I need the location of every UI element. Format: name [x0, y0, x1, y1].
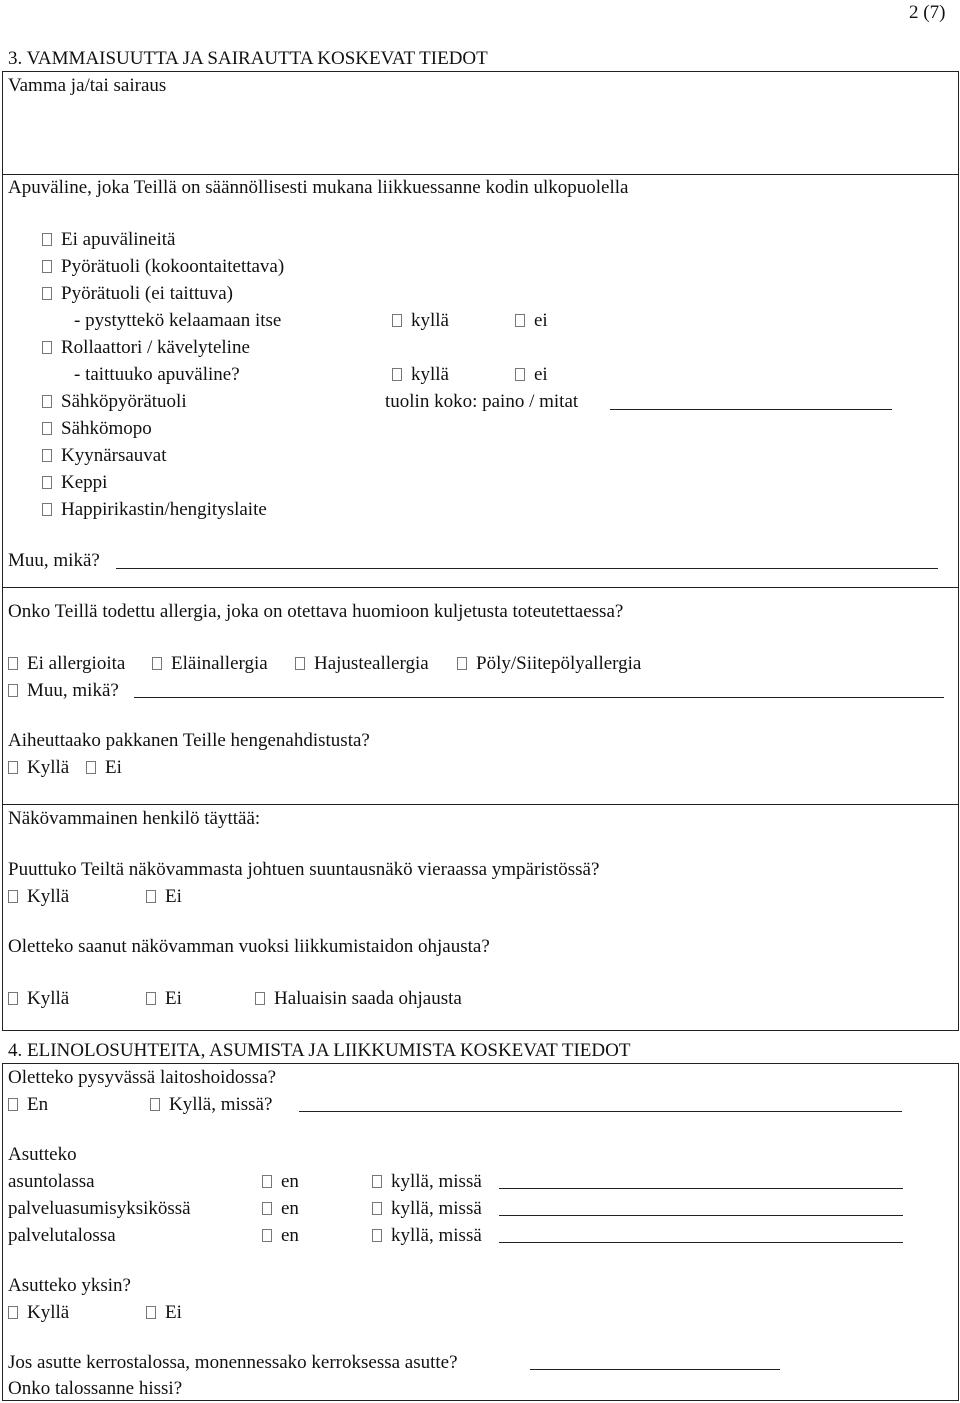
- checkbox-icon[interactable]: [262, 1229, 272, 1242]
- training-yes-label: Kyllä: [27, 988, 70, 1009]
- housing-where-field[interactable]: [499, 1215, 903, 1216]
- checkbox-icon[interactable]: [8, 992, 18, 1005]
- elevator-question: Onko talossanne hissi?: [8, 1378, 183, 1399]
- fold-no-option[interactable]: [515, 364, 548, 386]
- aid-wheelchair-rigid-label: Pyörätuoli (ei taittuva): [61, 283, 234, 304]
- housing-yes-label: kyllä, missä: [391, 1171, 482, 1192]
- alone-yes-option[interactable]: [8, 1302, 69, 1324]
- frost-question: Aiheuttaako pakkanen Teille hengenahdistusta?: [8, 730, 370, 751]
- aid-power-wheelchair-label: Sähköpyörätuoli: [61, 391, 187, 412]
- checkbox-icon[interactable]: [86, 761, 96, 774]
- allergy-perfume-option[interactable]: [295, 653, 429, 675]
- aid-none-label: Ei apuvälineitä: [61, 229, 176, 250]
- checkbox-icon[interactable]: [515, 314, 525, 327]
- floor-question: Jos asutte kerrostalossa, monennessako kerroksessa asutte?: [8, 1352, 458, 1373]
- aid-power-wheelchair-option[interactable]: [42, 391, 187, 413]
- allergy-dust-option[interactable]: [457, 653, 641, 675]
- aid-scooter-option[interactable]: [42, 418, 152, 440]
- other-aid-field[interactable]: [116, 568, 938, 569]
- aid-cane-label: Keppi: [61, 472, 108, 493]
- aid-rollator-option[interactable]: [42, 337, 250, 359]
- housing-row-label: palvelutalossa: [8, 1225, 116, 1246]
- aid-none-option[interactable]: [42, 229, 175, 251]
- orientation-yes-label: Kyllä: [27, 886, 70, 907]
- chair-size-label: tuolin koko: paino / mitat: [385, 391, 579, 412]
- training-yes-option[interactable]: [8, 988, 69, 1010]
- alone-no-option[interactable]: [146, 1302, 182, 1324]
- frost-no-option[interactable]: [86, 757, 122, 779]
- frost-yes-option[interactable]: [8, 757, 69, 779]
- orientation-yes-option[interactable]: [8, 886, 69, 908]
- floor-field[interactable]: [530, 1369, 780, 1370]
- housing-row-yes-option[interactable]: [372, 1225, 482, 1247]
- housing-no-label: en: [281, 1171, 299, 1192]
- checkbox-icon[interactable]: [262, 1175, 272, 1188]
- housing-yes-label: kyllä, missä: [391, 1198, 482, 1219]
- housing-row-yes-option[interactable]: [372, 1171, 482, 1193]
- alone-question: Asutteko yksin?: [8, 1275, 131, 1296]
- housing-where-field[interactable]: [499, 1242, 903, 1243]
- training-want-label: Haluaisin saada ohjausta: [274, 988, 462, 1009]
- orientation-no-option[interactable]: [146, 886, 182, 908]
- housing-row-no-option[interactable]: [262, 1171, 299, 1193]
- aid-oxygen-option[interactable]: [42, 499, 267, 521]
- section-4-title: 4. ELINOLOSUHTEITA, ASUMISTA JA LIIKKUMISTA KOSKEVAT TIEDOT: [8, 1040, 631, 1061]
- checkbox-icon[interactable]: [42, 449, 52, 462]
- checkbox-icon[interactable]: [372, 1229, 382, 1242]
- checkbox-icon[interactable]: [152, 657, 162, 670]
- self-propel-no-option[interactable]: [515, 310, 548, 332]
- checkbox-icon[interactable]: [42, 341, 52, 354]
- allergy-question: Onko Teillä todettu allergia, joka on otettava huomioon kuljetusta toteutettaessa?: [8, 601, 624, 622]
- checkbox-icon[interactable]: [262, 1202, 272, 1215]
- orientation-question: Puuttuko Teiltä näkövammasta johtuen suuntausnäkö vieraassa ympäristössä?: [8, 859, 600, 880]
- housing-yes-label: kyllä, missä: [391, 1225, 482, 1246]
- allergy-none-label: Ei allergioita: [27, 653, 126, 674]
- checkbox-icon[interactable]: [8, 1098, 18, 1111]
- checkbox-icon[interactable]: [372, 1175, 382, 1188]
- frost-no-label: Ei: [105, 757, 122, 778]
- training-no-label: Ei: [165, 988, 182, 1009]
- aid-crutches-label: Kyynärsauvat: [61, 445, 167, 466]
- institution-question: Oletteko pysyvässä laitoshoidossa?: [8, 1067, 277, 1088]
- checkbox-icon[interactable]: [146, 1306, 156, 1319]
- training-want-option[interactable]: [255, 988, 462, 1010]
- fold-question: - taittuuko apuväline?: [74, 364, 240, 385]
- aid-wheelchair-foldable-option[interactable]: [42, 256, 284, 278]
- training-no-option[interactable]: [146, 988, 182, 1010]
- housing-row-no-option[interactable]: [262, 1198, 299, 1220]
- fold-no-label: ei: [534, 364, 548, 385]
- chair-size-field[interactable]: [610, 409, 892, 410]
- fold-yes-label: kyllä: [411, 364, 449, 385]
- checkbox-icon[interactable]: [150, 1098, 160, 1111]
- section-3-title: 3. VAMMAISUUTTA JA SAIRAUTTA KOSKEVAT TIEDOT: [8, 48, 488, 69]
- checkbox-icon[interactable]: [146, 992, 156, 1005]
- aid-crutches-option[interactable]: [42, 445, 167, 467]
- aid-scooter-label: Sähkömopo: [61, 418, 152, 439]
- fold-yes-option[interactable]: [392, 364, 449, 386]
- allergy-other-option[interactable]: [8, 680, 119, 702]
- self-propel-question: - pystyttekö kelaamaan itse: [74, 310, 282, 331]
- self-propel-yes-option[interactable]: [392, 310, 449, 332]
- housing-row-yes-option[interactable]: [372, 1198, 482, 1220]
- disability-label: Vamma ja/tai sairaus: [8, 75, 167, 96]
- allergy-other-label: Muu, mikä?: [27, 680, 119, 701]
- housing-no-label: en: [281, 1225, 299, 1246]
- checkbox-icon[interactable]: [42, 260, 52, 273]
- orientation-no-label: Ei: [165, 886, 182, 907]
- self-propel-no-label: ei: [534, 310, 548, 331]
- institution-where-field[interactable]: [299, 1111, 902, 1112]
- checkbox-icon[interactable]: [42, 287, 52, 300]
- housing-no-label: en: [281, 1198, 299, 1219]
- housing-where-field[interactable]: [499, 1188, 903, 1189]
- institution-no-label: En: [27, 1094, 49, 1115]
- page-number: 2 (7): [909, 2, 946, 23]
- housing-row-label: palveluasumisyksikössä: [8, 1198, 191, 1219]
- checkbox-icon[interactable]: [8, 1306, 18, 1319]
- aid-wheelchair-rigid-option[interactable]: [42, 283, 233, 305]
- checkbox-icon[interactable]: [392, 368, 402, 381]
- housing-question: Asutteko: [8, 1144, 77, 1165]
- checkbox-icon[interactable]: [8, 761, 18, 774]
- aid-wheelchair-foldable-label: Pyörätuoli (kokoontaitettava): [61, 256, 285, 277]
- housing-row-no-option[interactable]: [262, 1225, 299, 1247]
- allergy-perfume-label: Hajusteallergia: [314, 653, 429, 674]
- allergy-animal-label: Eläinallergia: [171, 653, 268, 674]
- checkbox-icon[interactable]: [42, 422, 52, 435]
- checkbox-icon[interactable]: [392, 314, 402, 327]
- institution-no-option[interactable]: [8, 1094, 48, 1116]
- allergy-none-option[interactable]: [8, 653, 125, 675]
- visually-impaired-title: Näkövammainen henkilö täyttää:: [8, 808, 261, 829]
- mobility-training-question: Oletteko saanut näkövamman vuoksi liikkumistaidon ohjausta?: [8, 936, 490, 957]
- alone-yes-label: Kyllä: [27, 1302, 70, 1323]
- housing-row-label: asuntolassa: [8, 1171, 95, 1192]
- checkbox-icon[interactable]: [42, 503, 52, 516]
- checkbox-icon[interactable]: [8, 657, 18, 670]
- checkbox-icon[interactable]: [42, 233, 52, 246]
- checkbox-icon[interactable]: [42, 476, 52, 489]
- checkbox-icon[interactable]: [457, 657, 467, 670]
- allergy-dust-label: Pöly/Siitepölyallergia: [476, 653, 642, 674]
- aid-rollator-label: Rollaattori / kävelyteline: [61, 337, 250, 358]
- allergy-other-field[interactable]: [134, 697, 944, 698]
- checkbox-icon[interactable]: [146, 890, 156, 903]
- checkbox-icon[interactable]: [8, 890, 18, 903]
- institution-yes-label: Kyllä, missä?: [169, 1094, 273, 1115]
- checkbox-icon[interactable]: [42, 395, 52, 408]
- allergy-animal-option[interactable]: [152, 653, 268, 675]
- aid-oxygen-label: Happirikastin/hengityslaite: [61, 499, 267, 520]
- institution-yes-option[interactable]: [150, 1094, 272, 1116]
- checkbox-icon[interactable]: [255, 992, 265, 1005]
- self-propel-yes-label: kyllä: [411, 310, 449, 331]
- aids-question: Apuväline, joka Teillä on säännöllisesti mukana liikkuessanne kodin ulkopuolella: [8, 177, 629, 198]
- checkbox-icon[interactable]: [515, 368, 525, 381]
- aid-cane-option[interactable]: [42, 472, 107, 494]
- checkbox-icon[interactable]: [372, 1202, 382, 1215]
- other-aid-label: Muu, mikä?: [8, 550, 100, 571]
- alone-no-label: Ei: [165, 1302, 182, 1323]
- frost-yes-label: Kyllä: [27, 757, 70, 778]
- checkbox-icon[interactable]: [8, 684, 18, 697]
- checkbox-icon[interactable]: [295, 657, 305, 670]
